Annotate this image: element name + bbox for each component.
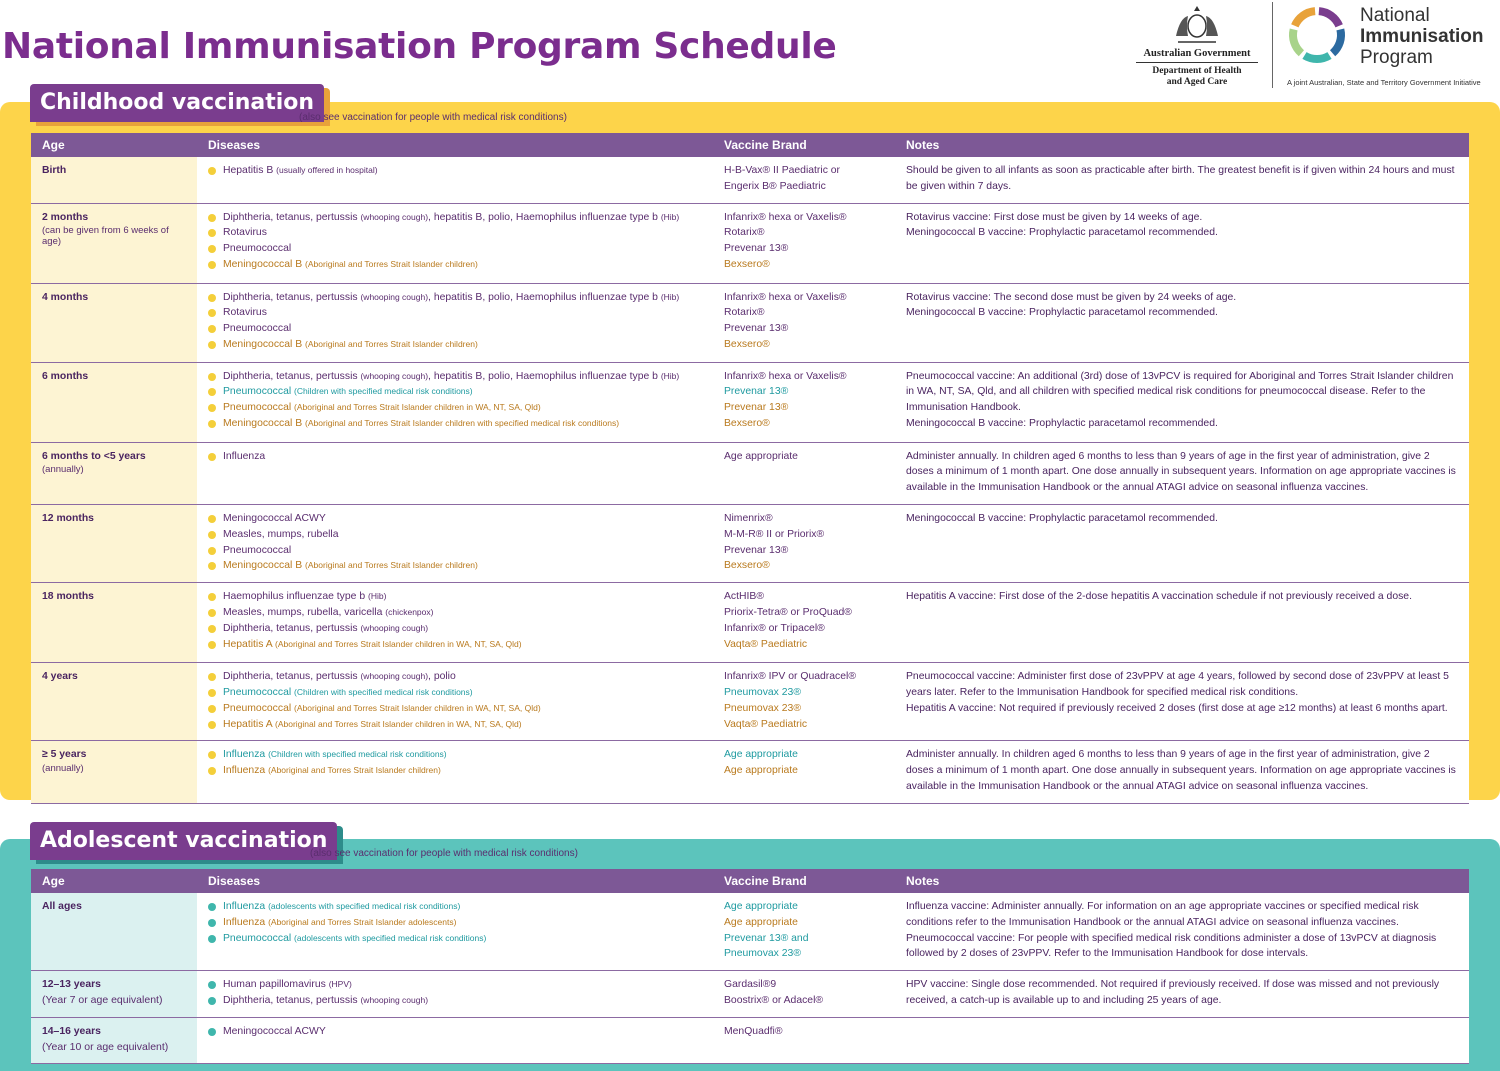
vaccine-brand: Pneumovax 23® [724, 686, 801, 698]
vaccine-brand: Infanrix® hexa or Vaxelis® [724, 211, 847, 223]
vaccine-brand: Vaqta® Paediatric [724, 718, 808, 730]
vaccine-brand: Boostrix® or Adacel® [724, 994, 824, 1006]
note-text: Meningococcal B vaccine: Prophylactic paracetamol recommended. [906, 512, 1218, 524]
col-notes: Notes [895, 133, 1469, 157]
note-text: Hepatitis A vaccine: First dose of the 2-dose hepatitis A vaccination schedule if not previously received a dose. [906, 591, 1412, 603]
note-text: Meningococcal B vaccine: Prophylactic paracetamol recommended. [906, 307, 1218, 319]
diseases-cell [197, 741, 713, 803]
disease-qualifier: (Aboriginal and Torres Strait Islander children in WA, NT, SA, Qld) [294, 702, 541, 713]
vaccine-cell [713, 362, 895, 442]
col-age: Age [31, 869, 197, 893]
nip-line3: Program [1360, 47, 1433, 68]
vaccine-cell [713, 971, 895, 1018]
vaccine-brand: Nimenrix® [724, 512, 773, 524]
gov-name: Australian Government [1136, 48, 1258, 63]
notes-cell [895, 362, 1469, 442]
disease-name: Pneumococcal [223, 544, 292, 556]
adolescent-section-tab: Adolescent vaccination [30, 822, 337, 860]
disease-qualifier: (Aboriginal and Torres Strait Islander children) [305, 258, 478, 269]
disease-qualifier: (Aboriginal and Torres Strait Islander children with specified medical risk conditions) [305, 417, 620, 428]
vaccine-cell [713, 893, 895, 971]
age-sublabel: (annually) [42, 464, 84, 476]
vaccine-brand: Prevenar 13® [724, 243, 789, 255]
vaccine-brand: Infanrix® IPV or Quadracel® [724, 671, 856, 683]
disease-qualifier: (whooping cough) [360, 622, 429, 633]
nip-tagline: A joint Australian, State and Territory Government Initiative [1287, 78, 1481, 87]
vaccine-cell [713, 663, 895, 741]
disease-qualifier: (whooping cough) [360, 211, 429, 222]
col-age: Age [31, 133, 197, 157]
ring-segment [1293, 29, 1301, 53]
table-row [31, 663, 1469, 741]
vaccine-brand: Infanrix® hexa or Vaxelis® [724, 291, 847, 303]
disease-name: Pneumococcal [223, 323, 292, 335]
vaccine-brand: Priorix-Tetra® or ProQuad® [724, 606, 852, 618]
disease-qualifier: (Aboriginal and Torres Strait Islander children) [305, 338, 478, 349]
disease-item [208, 763, 702, 779]
notes-cell [895, 203, 1469, 283]
disease-qualifier: (Aboriginal and Torres Strait Islander children in WA, NT, SA, Qld) [275, 718, 522, 729]
age-cell [31, 442, 197, 504]
vaccine-brand: Rotarix® [724, 307, 765, 319]
vaccine-brand: Pneumovax 23® [724, 702, 801, 714]
vaccine-brand: ActHIB® [724, 591, 764, 603]
diseases-cell [197, 663, 713, 741]
disease-item [208, 543, 702, 559]
vaccine-brand: MenQuadfi® [724, 1025, 783, 1037]
note-text: Meningococcal B vaccine: Prophylactic paracetamol recommended. [906, 227, 1218, 239]
table-row [31, 203, 1469, 283]
disease-name: Pneumococcal [223, 702, 292, 714]
disease-qualifier: (Hib) [660, 291, 680, 302]
disease-item [208, 225, 702, 241]
vaccine-brand: Vaqta® Paediatric [724, 638, 808, 650]
diseases-cell [197, 1017, 713, 1063]
disease-item [208, 511, 702, 527]
disease-name: Human papillomavirus [223, 979, 326, 991]
diseases-cell [197, 362, 713, 442]
table-row [31, 741, 1469, 803]
disease-name: Meningococcal ACWY [223, 1025, 326, 1037]
ring-segment [1319, 11, 1339, 26]
diseases-cell [197, 283, 713, 362]
notes-cell [895, 504, 1469, 582]
note-text: HPV vaccine: Single dose recommended. Not required if previously received. If dose was missed and not previously received, a catch-up is available up to and including 25 years of age. [906, 979, 1440, 1006]
age-sublabel: (Year 7 or age equivalent) [42, 993, 163, 1006]
childhood-schedule-table [31, 133, 1469, 804]
nip-logo-text [1360, 5, 1484, 68]
age-cell [31, 504, 197, 582]
note-text: Pneumococcal vaccine: For people with specified medical risk conditions administer a dose of 13vPCV at diagnosis followed by 2 doses of 23vPPV. Refer to the Immunisation Handbook for dose intervals. [906, 932, 1437, 960]
age-cell [31, 663, 197, 741]
disease-name: Meningococcal B [223, 417, 303, 429]
disease-name: Hepatitis A [223, 638, 273, 650]
disease-name: Pneumococcal [223, 243, 292, 255]
age-label: ≥ 5 years [42, 749, 87, 761]
disease-qualifier: (Hib) [660, 211, 680, 222]
disease-name: Meningococcal ACWY [223, 512, 326, 524]
disease-item [208, 416, 702, 432]
age-label: 12 months [42, 512, 94, 524]
age-cell [31, 283, 197, 362]
diseases-cell [197, 504, 713, 582]
disease-item [208, 685, 702, 701]
disease-qualifier: (Aboriginal and Torres Strait Islander children) [305, 560, 478, 571]
age-label: 18 months [42, 591, 94, 603]
age-label: All ages [42, 901, 82, 912]
age-cell [31, 203, 197, 283]
disease-item [208, 558, 702, 574]
disease-item [208, 527, 702, 543]
vaccine-brand: H-B-Vax® II Paediatric or [724, 165, 841, 176]
table-row [31, 1017, 1469, 1063]
disease-name: Influenza [223, 916, 266, 928]
disease-item [208, 605, 702, 621]
age-cell [31, 893, 197, 971]
ring-segment [1295, 11, 1315, 26]
disease-item [208, 337, 702, 353]
table-row [31, 442, 1469, 504]
disease-rest: , hepatitis B, polio, Haemophilus influenzae type b [428, 291, 658, 303]
vaccine-brand: Prevenar 13® and [724, 932, 809, 944]
table-header-row [31, 869, 1469, 893]
vaccine-cell [713, 203, 895, 283]
notes-cell [895, 283, 1469, 362]
disease-qualifier: (Children with specified medical risk conditions) [268, 749, 447, 760]
disease-qualifier: (Aboriginal and Torres Strait Islander children) [268, 765, 441, 776]
age-label: 2 months [42, 211, 89, 223]
table-row [31, 893, 1469, 971]
vaccine-cell [713, 157, 895, 203]
note-text: Administer annually. In children aged 6 months to less than 9 years of age in the first year of administration, give 2 doses a minimum of 1 month apart. One dose annually in subsequent years. Information on age appropriate vaccines is available in the Immunisation Handbook or the annual ATAGI advice on seasonal influenza vaccines. [906, 450, 1456, 494]
disease-name: Influenza [223, 450, 266, 462]
notes-cell [895, 971, 1469, 1018]
note-text: Pneumococcal vaccine: An additional (3rd) dose of 13vPCV is required for Aboriginal and Torres Strait Islander children in WA, NT, SA, Qld, and all children with specified medical risk conditions for pneumococcal disease. Refer to the Immunisation Handbook. [906, 370, 1454, 414]
notes-cell [895, 1017, 1469, 1063]
age-label: Birth [42, 165, 67, 176]
age-sublabel: (can be given from 6 weeks of age) [42, 225, 169, 248]
disease-item [208, 637, 702, 653]
disease-name: Meningococcal B [223, 258, 303, 270]
adolescent-schedule-table [31, 869, 1469, 1064]
disease-item [208, 290, 702, 306]
vaccine-brand: Prevenar 13® [724, 544, 789, 556]
disease-item [208, 701, 702, 717]
vaccine-brand: Infanrix® hexa or Vaxelis® [724, 370, 847, 382]
vaccine-cell [713, 583, 895, 663]
vaccine-cell [713, 1017, 895, 1063]
table-header-row [31, 133, 1469, 157]
gov-dept-line1: Department of Health [1152, 66, 1242, 76]
notes-cell [895, 583, 1469, 663]
disease-name: Measles, mumps, rubella, varicella [223, 606, 383, 618]
disease-qualifier: (Children with specified medical risk conditions) [294, 386, 473, 397]
age-sublabel: (annually) [42, 763, 84, 775]
table-row [31, 362, 1469, 442]
note-text: Rotavirus vaccine: First dose must be given by 14 weeks of age. [906, 211, 1203, 223]
ring-segment [1333, 29, 1341, 53]
disease-qualifier: (chickenpox) [385, 606, 434, 617]
notes-cell [895, 741, 1469, 803]
note-text: Hepatitis A vaccine: Not required if previously received 2 doses (first dose at age ≥12 months) at least 6 months apart. [906, 702, 1448, 714]
disease-qualifier: (whooping cough) [360, 370, 429, 381]
nip-line2: Immunisation [1360, 26, 1484, 47]
disease-qualifier: (adolescents with specified medical risk conditions) [268, 901, 461, 911]
disease-name: Diphtheria, tetanus, pertussis [223, 211, 358, 223]
diseases-cell [197, 442, 713, 504]
vaccine-brand: Bexsero® [724, 258, 770, 270]
notes-cell [895, 893, 1469, 971]
logo-divider [1272, 2, 1273, 88]
table-row [31, 157, 1469, 203]
disease-item [208, 384, 702, 400]
disease-item [208, 400, 702, 416]
disease-name: Hepatitis B [223, 165, 274, 176]
note-text: Should be given to all infants as soon as practicable after birth. The greatest benefit is if given within 24 hours and must be given within 7 days. [906, 165, 1455, 192]
disease-rest: , hepatitis B, polio, Haemophilus influenzae type b [428, 211, 658, 223]
vaccine-cell [713, 504, 895, 582]
vaccine-brand: Prevenar 13® [724, 402, 789, 414]
vaccine-brand: Prevenar 13® [724, 386, 789, 398]
disease-qualifier: (Aboriginal and Torres Strait Islander children in WA, NT, SA, Qld) [294, 402, 541, 413]
disease-item [208, 993, 702, 1009]
disease-item [208, 257, 702, 273]
vaccine-brand: Rotarix® [724, 227, 765, 239]
vaccine-brand: Age appropriate [724, 916, 798, 928]
age-cell [31, 362, 197, 442]
disease-item [208, 321, 702, 337]
vaccine-cell [713, 741, 895, 803]
disease-qualifier: (HPV) [328, 979, 352, 990]
disease-qualifier: (Aboriginal and Torres Strait Islander children in WA, NT, SA, Qld) [275, 638, 522, 649]
disease-qualifier: (usually offered in hospital) [276, 165, 378, 175]
nip-line1: National [1360, 5, 1430, 26]
disease-rest: , hepatitis B, polio, Haemophilus influenzae type b [428, 370, 658, 382]
disease-name: Pneumococcal [223, 686, 292, 698]
coat-of-arms-icon [1170, 2, 1224, 46]
col-diseases: Diseases [197, 133, 713, 157]
ring-segment [1304, 55, 1329, 59]
disease-name: Diphtheria, tetanus, pertussis [223, 622, 358, 634]
col-notes: Notes [895, 869, 1469, 893]
note-text: Meningococcal B vaccine: Prophylactic paracetamol recommended. [906, 417, 1218, 429]
disease-item [208, 369, 702, 385]
age-label: 6 months [42, 370, 89, 382]
vaccine-brand: Gardasil®9 [724, 979, 777, 991]
vaccine-cell [713, 442, 895, 504]
disease-item [208, 977, 702, 993]
disease-name: Pneumococcal [223, 402, 292, 414]
disease-name: Haemophilus influenzae type b [223, 591, 366, 603]
disease-name: Meningococcal B [223, 338, 303, 350]
vaccine-brand: Bexsero® [724, 560, 770, 572]
disease-item [208, 915, 702, 931]
age-cell [31, 157, 197, 203]
note-text: Rotavirus vaccine: The second dose must be given by 24 weeks of age. [906, 291, 1237, 303]
age-sublabel: (Year 10 or age equivalent) [42, 1040, 169, 1053]
disease-name: Hepatitis A [223, 718, 273, 730]
col-vaccine-brand: Vaccine Brand [713, 133, 895, 157]
vaccine-brand: M-M-R® II or Priorix® [724, 528, 825, 540]
table-row [31, 971, 1469, 1018]
disease-name: Diphtheria, tetanus, pertussis [223, 291, 358, 303]
disease-name: Influenza [223, 901, 266, 912]
note-text: Pneumococcal vaccine: Administer first dose of 23vPPV at age 4 years, followed by second dose of 23vPPV at least 5 years later. Refer to the Immunisation Handbook for specified medical risk conditions. [906, 671, 1449, 698]
disease-name: Pneumococcal [223, 932, 292, 944]
age-label: 6 months to <5 years [42, 450, 146, 462]
disease-rest: , polio [428, 671, 456, 683]
vaccine-brand: Infanrix® or Tripacel® [724, 622, 825, 634]
vaccine-brand: Age appropriate [724, 765, 798, 777]
diseases-cell [197, 971, 713, 1018]
diseases-cell [197, 893, 713, 971]
australian-government-logo [1136, 2, 1258, 88]
vaccine-brand: Bexsero® [724, 417, 770, 429]
disease-name: Meningococcal B [223, 560, 303, 572]
disease-name: Rotavirus [223, 227, 267, 239]
table-row [31, 583, 1469, 663]
disease-qualifier: (whooping cough) [360, 994, 429, 1005]
table-row [31, 283, 1469, 362]
disease-name: Influenza [223, 749, 266, 761]
age-label: 14–16 years [42, 1025, 101, 1037]
age-cell [31, 583, 197, 663]
age-label: 4 years [42, 671, 78, 683]
disease-qualifier: (Aboriginal and Torres Strait Islander adolescents) [268, 916, 457, 927]
childhood-section-tab: Childhood vaccination [30, 84, 324, 122]
disease-name: Influenza [223, 765, 266, 777]
table-row [31, 504, 1469, 582]
disease-qualifier: (whooping cough) [360, 291, 429, 302]
disease-name: Pneumococcal [223, 386, 292, 398]
notes-cell [895, 157, 1469, 203]
age-cell [31, 971, 197, 1018]
disease-qualifier: (Children with specified medical risk conditions) [294, 686, 473, 697]
disease-name: Measles, mumps, rubella [223, 528, 339, 540]
diseases-cell [197, 203, 713, 283]
disease-item [208, 305, 702, 321]
disease-name: Diphtheria, tetanus, pertussis [223, 994, 358, 1006]
gov-dept-line2: and Aged Care [1166, 77, 1228, 87]
disease-item [208, 1024, 702, 1040]
diseases-cell [197, 583, 713, 663]
vaccine-brand: Engerix B® Paediatric [724, 180, 826, 192]
vaccine-cell [713, 283, 895, 362]
nip-ring-icon [1287, 5, 1347, 65]
notes-cell [895, 442, 1469, 504]
diseases-cell [197, 157, 713, 203]
age-label: 4 months [42, 291, 89, 303]
disease-item [208, 717, 702, 733]
disease-name: Rotavirus [223, 307, 267, 319]
disease-item [208, 241, 702, 257]
disease-item [208, 449, 702, 465]
disease-item [208, 621, 702, 637]
disease-item [208, 931, 702, 947]
page-title: National Immunisation Program Schedule [2, 26, 837, 67]
disease-item [208, 669, 702, 685]
disease-qualifier: (whooping cough) [360, 671, 429, 682]
col-diseases: Diseases [197, 869, 713, 893]
age-label: 12–13 years [42, 979, 101, 991]
vaccine-brand: Age appropriate [724, 749, 798, 761]
vaccine-brand: Age appropriate [724, 901, 798, 912]
disease-item [208, 210, 702, 226]
age-cell [31, 1017, 197, 1063]
disease-name: Diphtheria, tetanus, pertussis [223, 370, 358, 382]
disease-item [208, 899, 702, 915]
col-vaccine-brand: Vaccine Brand [713, 869, 895, 893]
disease-item [208, 589, 702, 605]
vaccine-brand: Prevenar 13® [724, 323, 789, 335]
disease-item [208, 163, 702, 179]
disease-qualifier: (Hib) [368, 591, 387, 602]
disease-item [208, 747, 702, 763]
disease-name: Diphtheria, tetanus, pertussis [223, 671, 358, 683]
age-cell [31, 741, 197, 803]
notes-cell [895, 663, 1469, 741]
vaccine-brand: Bexsero® [724, 338, 770, 350]
vaccine-brand: Age appropriate [724, 450, 798, 462]
disease-qualifier: (Hib) [660, 370, 680, 381]
note-text: Influenza vaccine: Administer annually. For information on an age appropriate vaccines or specified medical risk conditions refer to the Immunisation Handbook or the annual ATAGI advice on seasonal influenza vaccines. [906, 901, 1419, 928]
vaccine-brand: Pneumovax 23® [724, 948, 801, 960]
adolescent-section-note: (also see vaccination for people with medical risk conditions) [310, 848, 578, 859]
disease-qualifier: (adolescents with specified medical risk conditions) [294, 932, 487, 943]
note-text: Administer annually. In children aged 6 months to less than 9 years of age in the first year of administration, give 2 doses a minimum of 1 month apart. One dose annually in subsequent years. Information on age appropriate vaccines is available in the Immunisation Handbook or the annual ATAGI advice on seasonal influenza vaccines. [906, 749, 1456, 792]
childhood-section-note: (also see vaccination for people with medical risk conditions) [299, 112, 567, 123]
